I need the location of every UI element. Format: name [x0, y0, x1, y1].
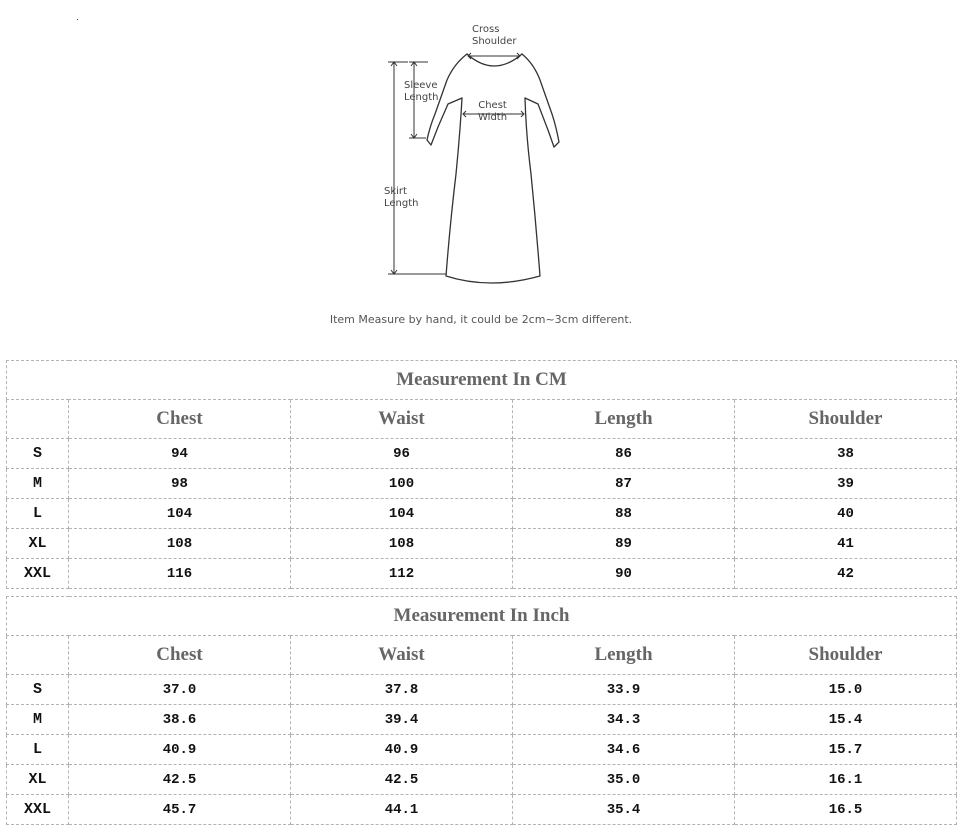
shoulder-value: 16.5: [735, 795, 957, 825]
length-value: 34.6: [513, 735, 735, 765]
length-value: 34.3: [513, 705, 735, 735]
header-row: [7, 636, 957, 675]
waist-value: 42.5: [291, 765, 513, 795]
column-header-length: Length: [513, 400, 735, 439]
size-label: S: [7, 439, 69, 469]
column-header-length: Length: [513, 636, 735, 675]
chest-value: 37.0: [69, 675, 291, 705]
size-label: XXL: [7, 559, 69, 589]
waist-value: 40.9: [291, 735, 513, 765]
chest-value: 42.5: [69, 765, 291, 795]
length-value: 87: [513, 469, 735, 499]
sleeve-length-label: Sleeve Length: [404, 80, 439, 103]
skirt-length-label: Skirt Length: [384, 186, 419, 209]
shoulder-value: 41: [735, 529, 957, 559]
length-value: 33.9: [513, 675, 735, 705]
waist-value: 96: [291, 439, 513, 469]
waist-value: 112: [291, 559, 513, 589]
size-label: L: [7, 735, 69, 765]
waist-value: 108: [291, 529, 513, 559]
length-value: 86: [513, 439, 735, 469]
table-row: [7, 705, 957, 735]
chest-value: 116: [69, 559, 291, 589]
size-label: L: [7, 499, 69, 529]
waist-value: 104: [291, 499, 513, 529]
length-value: 90: [513, 559, 735, 589]
table-row: [7, 559, 957, 589]
column-header-waist: Waist: [291, 400, 513, 439]
shoulder-value: 15.0: [735, 675, 957, 705]
table-row: [7, 439, 957, 469]
size-label: XL: [7, 765, 69, 795]
shoulder-value: 40: [735, 499, 957, 529]
length-value: 35.0: [513, 765, 735, 795]
waist-value: 37.8: [291, 675, 513, 705]
size-label: M: [7, 705, 69, 735]
waist-value: 39.4: [291, 705, 513, 735]
right-sleeve: [522, 54, 559, 147]
size-table-cm: [6, 360, 957, 589]
column-header-chest: Chest: [69, 400, 291, 439]
stray-dot: [77, 19, 78, 20]
table-title-cm: Measurement In CM: [7, 361, 957, 400]
length-value: 88: [513, 499, 735, 529]
shoulder-value: 16.1: [735, 765, 957, 795]
size-label: S: [7, 675, 69, 705]
chest-width-label: Chest Width: [478, 100, 508, 123]
size-label: M: [7, 469, 69, 499]
shoulder-value: 15.4: [735, 705, 957, 735]
chest-value: 38.6: [69, 705, 291, 735]
dress-outline-illustration: [370, 14, 570, 304]
shoulder-value: 42: [735, 559, 957, 589]
shoulder-value: 39: [735, 469, 957, 499]
measurement-note: Item Measure by hand, it could be 2cm~3cm different.: [329, 313, 633, 326]
column-header-shoulder: Shoulder: [735, 400, 957, 439]
size-label: XL: [7, 529, 69, 559]
shoulder-value: 15.7: [735, 735, 957, 765]
size-table-inch: [6, 596, 957, 825]
shoulder-value: 38: [735, 439, 957, 469]
chest-value: 94: [69, 439, 291, 469]
chest-value: 45.7: [69, 795, 291, 825]
table-row: [7, 499, 957, 529]
cross-shoulder-label: Cross Shoulder: [472, 24, 517, 47]
header-row: [7, 400, 957, 439]
length-value: 89: [513, 529, 735, 559]
length-value: 35.4: [513, 795, 735, 825]
table-row: [7, 735, 957, 765]
chest-value: 108: [69, 529, 291, 559]
column-header-waist: Waist: [291, 636, 513, 675]
column-header-chest: Chest: [69, 636, 291, 675]
chest-value: 104: [69, 499, 291, 529]
chest-value: 40.9: [69, 735, 291, 765]
header-corner: [7, 400, 69, 439]
table-row: [7, 469, 957, 499]
header-corner: [7, 636, 69, 675]
table-row: [7, 765, 957, 795]
dress-body: [446, 98, 540, 283]
size-label: XXL: [7, 795, 69, 825]
column-header-shoulder: Shoulder: [735, 636, 957, 675]
table-row: [7, 529, 957, 559]
table-row: [7, 675, 957, 705]
table-row: [7, 795, 957, 825]
waist-value: 100: [291, 469, 513, 499]
dress-measurement-diagram: [370, 14, 570, 304]
chest-value: 98: [69, 469, 291, 499]
table-title-inch: Measurement In Inch: [7, 597, 957, 636]
waist-value: 44.1: [291, 795, 513, 825]
